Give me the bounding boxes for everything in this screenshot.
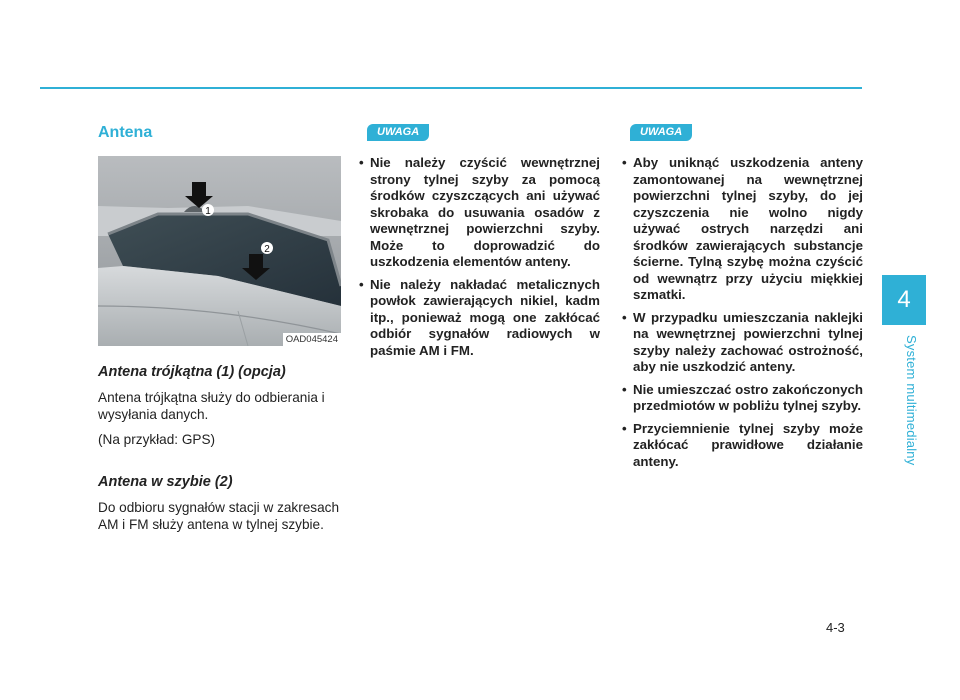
section-title: Antena	[98, 124, 153, 141]
list-item: • Przyciemnienie tylnej szyby może zakłócać prawidłowe działanie anteny.	[618, 421, 863, 471]
svg-text:1: 1	[205, 206, 211, 217]
paragraph-triangle-antenna: Antena trójkątna służy do odbierania i wysyłania danych.	[98, 390, 325, 422]
caution-list-2	[618, 155, 863, 470]
car-rear-window-illustration	[98, 156, 341, 346]
list-item: • Aby uniknąć uszkodzenia anteny zamontowanej na wewnętrznej powierzchni tylnej szyby, do jej czyszczenia nie wolno nigdy używać ostrych narzędzi ani środków zawierających substancje ścierne. Tylną szybę można czyścić od wewnątrz przy użyciu miękkiej szmatki.	[618, 155, 863, 304]
chapter-tab: 4	[882, 275, 926, 325]
subheading-triangle-antenna: Antena trójkątna (1) (opcja)	[98, 364, 286, 380]
photo-code: OAD045424	[283, 333, 341, 346]
header-rule	[40, 87, 862, 89]
svg-text:2: 2	[264, 244, 270, 255]
list-item: • W przypadku umieszczania naklejki na wewnętrznej powierzchni tylnej szyby należy zachować ostrożność, aby nie uszkodzić anteny.	[618, 310, 863, 376]
paragraph-gps-example: (Na przykład: GPS)	[98, 432, 216, 447]
list-item: • Nie umieszczać ostro zakończonych przedmiotów w pobliżu tylnej szyby.	[618, 382, 863, 415]
chapter-title: System multimedialny	[904, 335, 919, 466]
caution-badge: UWAGA	[367, 124, 429, 141]
list-item: • Nie należy czyścić wewnętrznej strony tylnej szyby za pomocą środków czyszczących ani używać skrobaka do usuwania osadów z wewnętrznej powierzchni szyby. Może to doprowadzić do uszkodzenia elementów anteny.	[355, 155, 600, 271]
page-number: 4-3	[826, 620, 845, 635]
caution-box-1	[355, 120, 600, 365]
subheading-window-antenna: Antena w szybie (2)	[98, 474, 233, 490]
caution-list-1	[355, 155, 600, 359]
rear-window-photo	[98, 156, 341, 346]
list-item: • Nie należy nakładać metalicznych powłok zawierających nikiel, kadm itp., ponieważ mogą one zakłócać odbiór sygnałów radiowych w paśmie AM i FM.	[355, 277, 600, 360]
antenna-section	[98, 120, 343, 541]
paragraph-window-antenna: Do odbioru sygnałów stacji w zakresach AM i FM służy antena w tylnej szybie.	[98, 500, 340, 532]
caution-box-2	[618, 120, 863, 476]
caution-badge: UWAGA	[630, 124, 692, 141]
